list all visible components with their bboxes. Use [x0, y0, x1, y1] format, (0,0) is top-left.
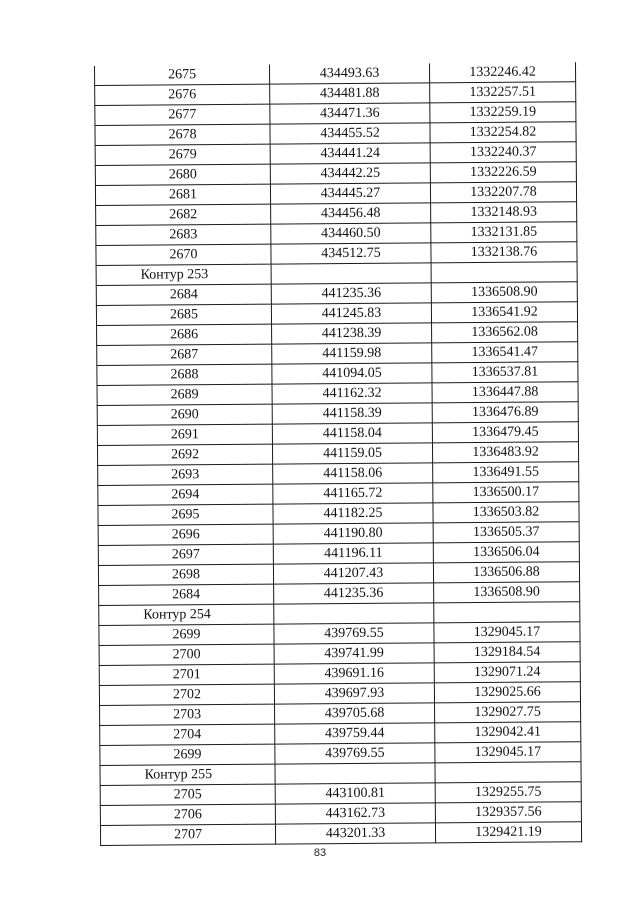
y-coordinate-cell: 1332131.85 [431, 222, 577, 243]
x-coordinate-cell: 443162.73 [275, 803, 435, 824]
y-coordinate-cell: 1336503.82 [433, 502, 579, 523]
contour-label: Контур 253 [96, 264, 271, 285]
y-coordinate-cell: 1329184.54 [434, 642, 580, 663]
x-coordinate-cell: 439691.16 [274, 663, 434, 684]
point-number-cell: 2681 [95, 184, 270, 205]
x-coordinate-cell: 434512.75 [271, 243, 431, 264]
empty-cell [271, 263, 431, 284]
x-coordinate-cell: 441162.32 [272, 383, 432, 404]
point-number-cell: 2699 [99, 624, 274, 645]
x-coordinate-cell: 434441.24 [270, 143, 430, 164]
y-coordinate-cell: 1329027.75 [435, 702, 581, 723]
x-coordinate-cell: 439741.99 [274, 643, 434, 664]
y-coordinate-cell: 1336506.04 [433, 542, 579, 563]
y-coordinate-cell: 1336541.47 [432, 342, 578, 363]
x-coordinate-cell: 443201.33 [275, 823, 435, 844]
point-number-cell: 2684 [99, 584, 274, 605]
x-coordinate-cell: 441159.05 [272, 443, 432, 464]
y-coordinate-cell: 1329045.17 [435, 742, 581, 763]
y-coordinate-cell: 1336500.17 [433, 482, 579, 503]
x-coordinate-cell: 441165.72 [273, 483, 433, 504]
y-coordinate-cell: 1336505.37 [433, 522, 579, 543]
x-coordinate-cell: 434481.88 [270, 83, 430, 104]
y-coordinate-cell: 1336476.89 [432, 402, 578, 423]
x-coordinate-cell: 434445.27 [270, 183, 430, 204]
y-coordinate-cell: 1332254.82 [430, 122, 576, 143]
point-number-cell: 2678 [95, 124, 270, 145]
x-coordinate-cell: 443100.81 [275, 783, 435, 804]
point-number-cell: 2693 [98, 464, 273, 485]
point-number-cell: 2692 [97, 444, 272, 465]
coordinates-table-body [94, 62, 581, 845]
y-coordinate-cell: 1329421.19 [435, 822, 581, 843]
coordinates-table [94, 62, 582, 846]
x-coordinate-cell: 441245.83 [271, 303, 431, 324]
x-coordinate-cell: 434456.48 [271, 203, 431, 224]
y-coordinate-cell: 1332259.19 [430, 102, 576, 123]
x-coordinate-cell: 439769.55 [274, 623, 434, 644]
y-coordinate-cell: 1329045.17 [434, 622, 580, 643]
point-number-cell: 2707 [100, 824, 275, 845]
y-coordinate-cell: 1332226.59 [430, 162, 576, 183]
empty-cell [274, 603, 434, 624]
x-coordinate-cell: 441158.06 [273, 463, 433, 484]
point-number-cell: 2687 [97, 344, 272, 365]
y-coordinate-cell: 1332207.78 [430, 182, 576, 203]
y-coordinate-cell: 1336508.90 [431, 282, 577, 303]
empty-cell [435, 762, 581, 783]
y-coordinate-cell: 1332246.42 [429, 62, 575, 83]
empty-cell [434, 602, 580, 623]
point-number-cell: 2688 [97, 364, 272, 385]
point-number-cell: 2704 [100, 724, 275, 745]
point-number-cell: 2700 [99, 644, 274, 665]
point-number-cell: 2670 [96, 244, 271, 265]
y-coordinate-cell: 1329071.24 [434, 662, 580, 683]
y-coordinate-cell: 1329255.75 [435, 782, 581, 803]
y-coordinate-cell: 1336483.92 [432, 442, 578, 463]
y-coordinate-cell: 1329025.66 [434, 682, 580, 703]
point-number-cell: 2686 [97, 324, 272, 345]
x-coordinate-cell: 439697.93 [274, 683, 434, 704]
empty-cell [275, 763, 435, 784]
point-number-cell: 2701 [99, 664, 274, 685]
x-coordinate-cell: 441238.39 [272, 323, 432, 344]
point-number-cell: 2705 [100, 784, 275, 805]
point-number-cell: 2697 [98, 544, 273, 565]
y-coordinate-cell: 1336541.92 [431, 302, 577, 323]
point-number-cell: 2680 [95, 164, 270, 185]
point-number-cell: 2685 [96, 304, 271, 325]
x-coordinate-cell: 434460.50 [271, 223, 431, 244]
x-coordinate-cell: 439769.55 [275, 743, 435, 764]
y-coordinate-cell: 1332240.37 [430, 142, 576, 163]
x-coordinate-cell: 439705.68 [275, 703, 435, 724]
point-number-cell: 2683 [96, 224, 271, 245]
y-coordinate-cell: 1329357.56 [435, 802, 581, 823]
point-number-cell: 2702 [99, 684, 274, 705]
point-number-cell: 2706 [100, 804, 275, 825]
y-coordinate-cell: 1329042.41 [435, 722, 581, 743]
x-coordinate-cell: 434493.63 [269, 63, 429, 84]
y-coordinate-cell: 1332257.51 [430, 82, 576, 103]
y-coordinate-cell: 1336506.88 [433, 562, 579, 583]
x-coordinate-cell: 441207.43 [273, 563, 433, 584]
x-coordinate-cell: 439759.44 [275, 723, 435, 744]
x-coordinate-cell: 441235.36 [271, 283, 431, 304]
x-coordinate-cell: 441190.80 [273, 523, 433, 544]
empty-cell [431, 262, 577, 283]
page-number: 83 [313, 847, 327, 859]
x-coordinate-cell: 441235.36 [274, 583, 434, 604]
x-coordinate-cell: 441158.04 [272, 423, 432, 444]
point-number-cell: 2676 [95, 84, 270, 105]
contour-label: Контур 254 [99, 604, 274, 625]
point-number-cell: 2691 [97, 424, 272, 445]
y-coordinate-cell: 1336537.81 [432, 362, 578, 383]
y-coordinate-cell: 1332138.76 [431, 242, 577, 263]
point-number-cell: 2675 [94, 65, 269, 86]
point-number-cell: 2679 [95, 144, 270, 165]
point-number-cell: 2682 [96, 204, 271, 225]
y-coordinate-cell: 1336562.08 [432, 322, 578, 343]
point-number-cell: 2677 [95, 104, 270, 125]
y-coordinate-cell: 1332148.93 [431, 202, 577, 223]
y-coordinate-cell: 1336447.88 [432, 382, 578, 403]
x-coordinate-cell: 441196.11 [273, 543, 433, 564]
x-coordinate-cell: 441159.98 [272, 343, 432, 364]
point-number-cell: 2684 [96, 284, 271, 305]
y-coordinate-cell: 1336508.90 [434, 582, 580, 603]
point-number-cell: 2690 [97, 404, 272, 425]
x-coordinate-cell: 434455.52 [270, 123, 430, 144]
point-number-cell: 2695 [98, 504, 273, 525]
point-number-cell: 2694 [98, 484, 273, 505]
point-number-cell: 2698 [98, 564, 273, 585]
table-row [100, 822, 581, 846]
y-coordinate-cell: 1336479.45 [432, 422, 578, 443]
point-number-cell: 2689 [97, 384, 272, 405]
contour-label: Контур 255 [100, 764, 275, 785]
x-coordinate-cell: 441158.39 [272, 403, 432, 424]
x-coordinate-cell: 434471.36 [270, 103, 430, 124]
point-number-cell: 2699 [100, 744, 275, 765]
x-coordinate-cell: 441182.25 [273, 503, 433, 524]
point-number-cell: 2703 [100, 704, 275, 725]
point-number-cell: 2696 [98, 524, 273, 545]
x-coordinate-cell: 441094.05 [272, 363, 432, 384]
x-coordinate-cell: 434442.25 [270, 163, 430, 184]
y-coordinate-cell: 1336491.55 [433, 462, 579, 483]
